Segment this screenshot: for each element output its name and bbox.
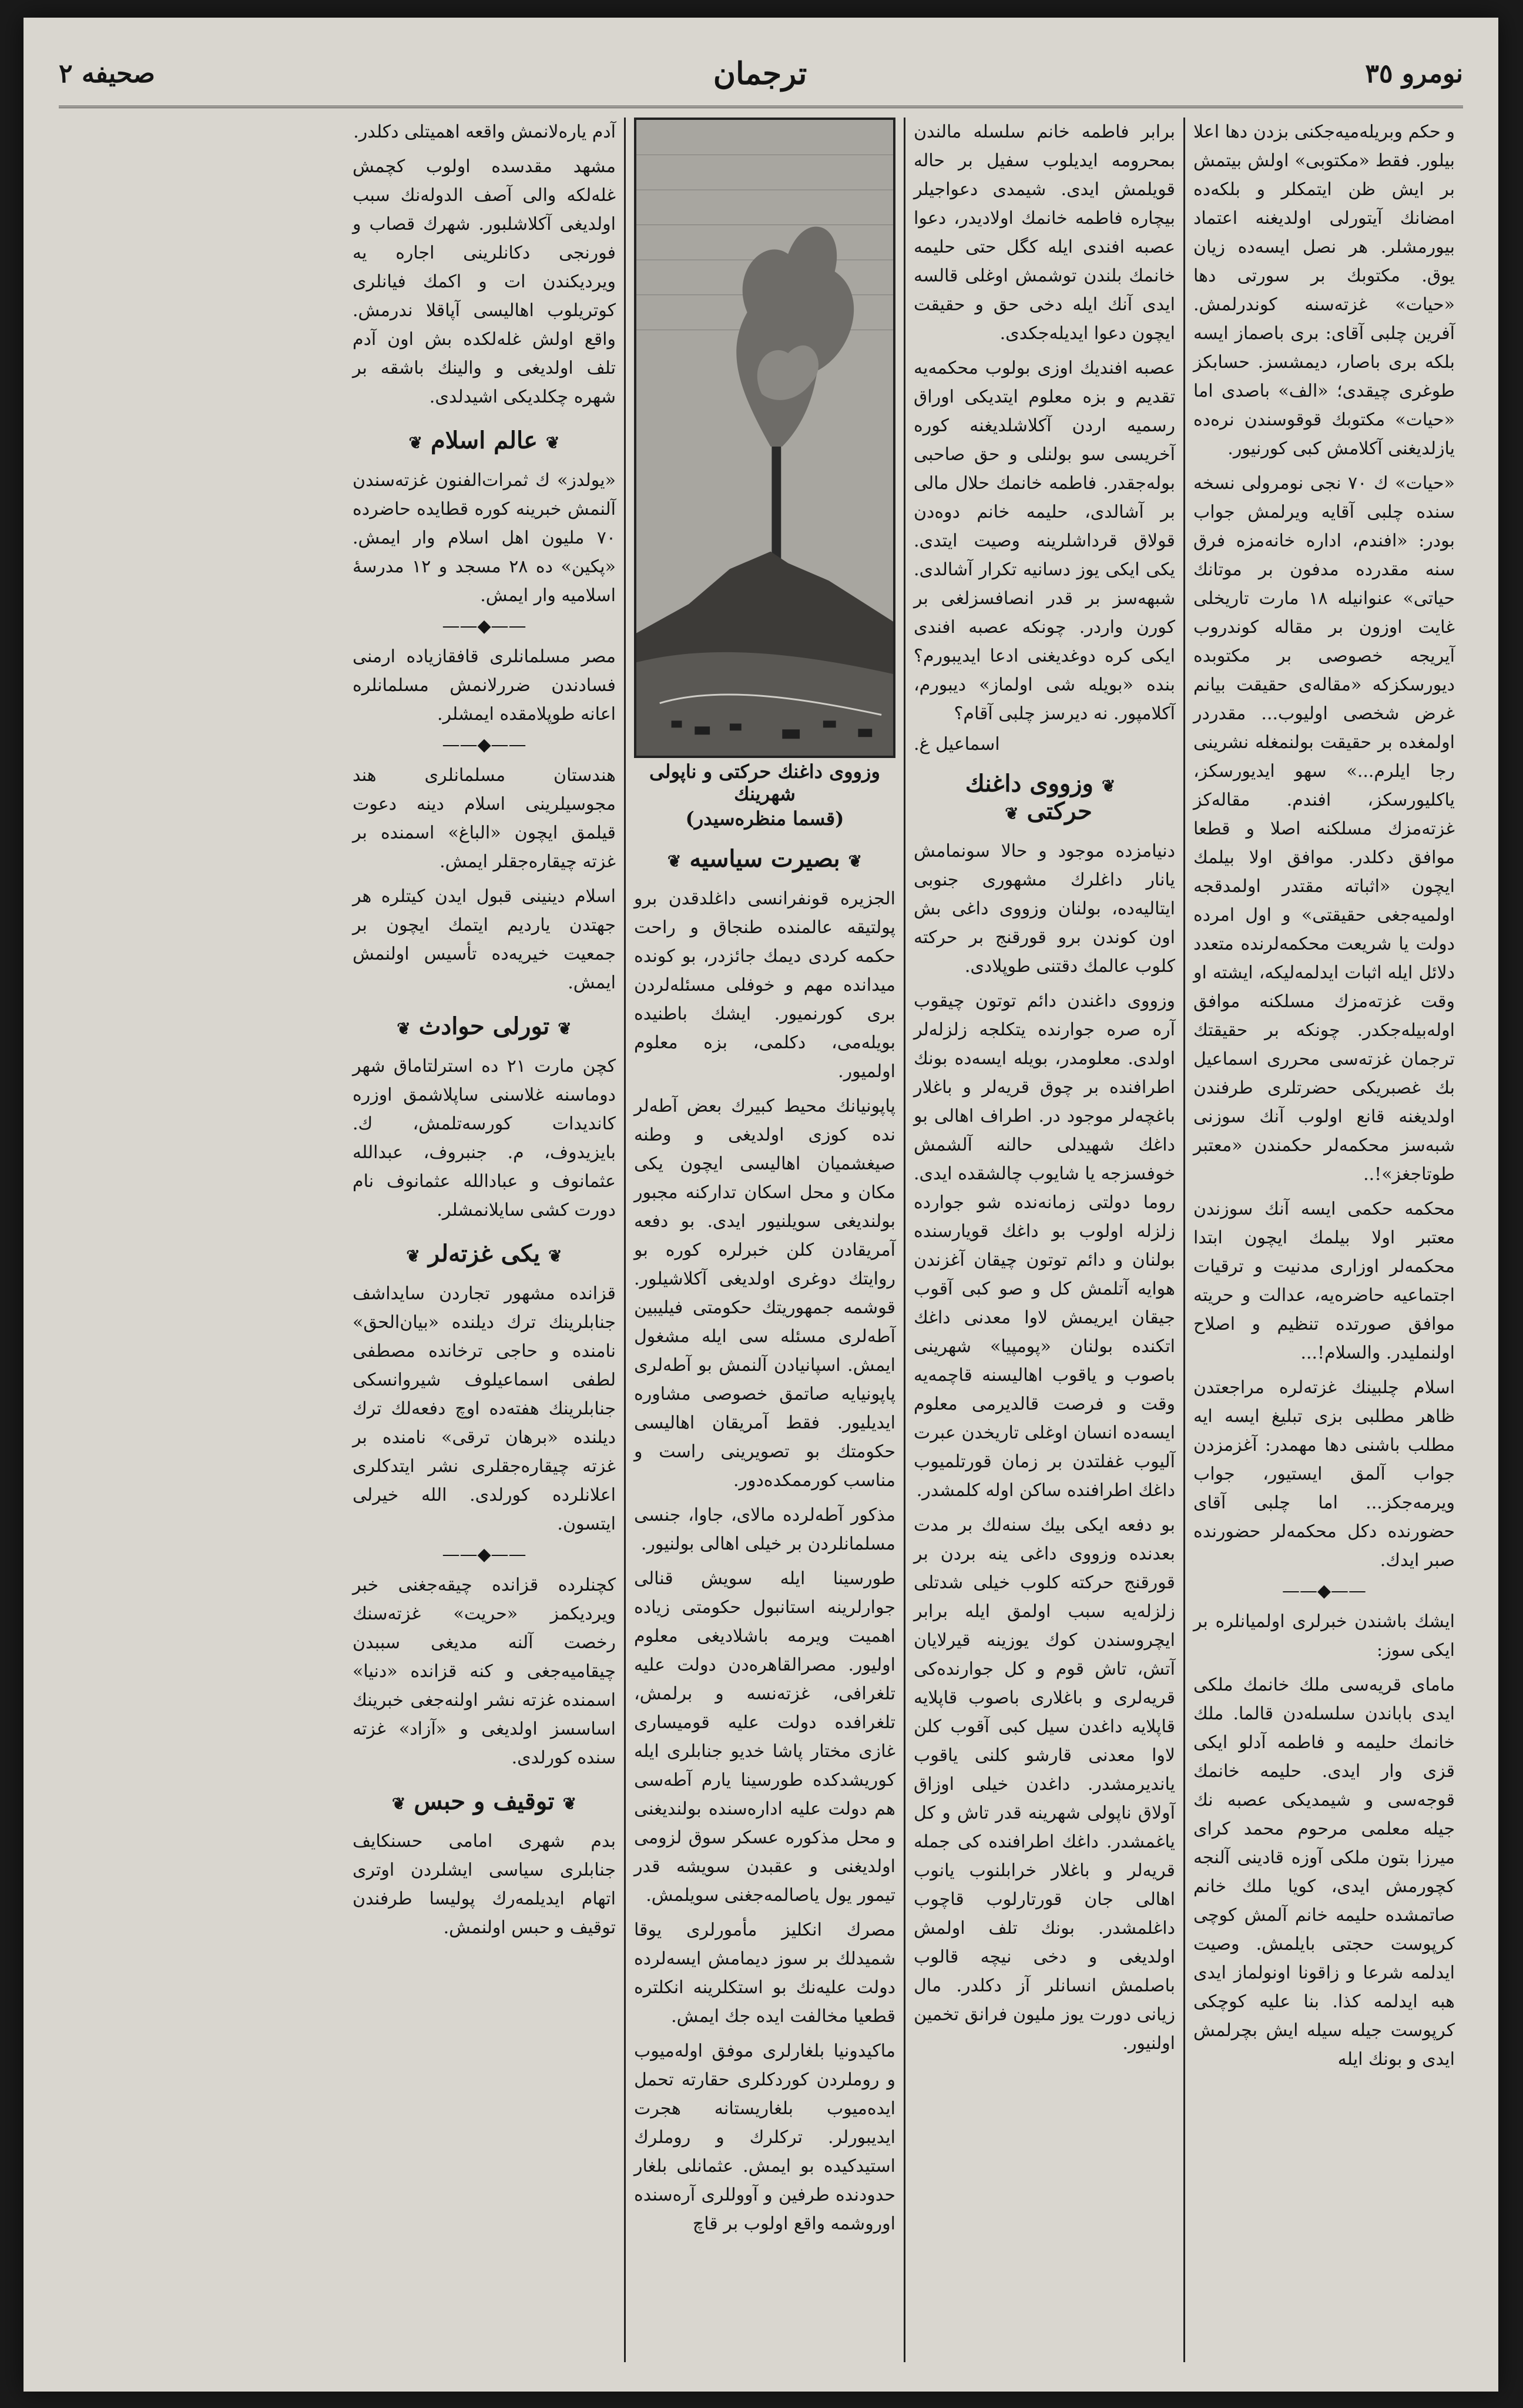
article-paragraph: برابر فاطمه خانم سلسله مالندن بمحرومه ايديلوب سفيل بر حاله قويلمش ايدى. شيمدى دعواجيلر بيچاره فاطمه خانمك اولاديدر، دعوا عصبه افندى ايله كگل حتى حليمه خانمك بلندن توشمش اوغلى قالسه ايدى آنك ايله دخى حق و حقيقت ايچون دعوا ايديله‌جكدى. xyxy=(914,122,1175,344)
article-paragraph: اسلام چلبينك غزته‌لره مراجعتدن ظاهر مطلبى بزى تبليغ ايسه ايه مطلب باشنى دها مهمدر: آغزمزدن جواب آلمق ايستيور، جواب ويرمه‌جكز... اما چلبى آقاى حضورنده دكل محكمه‌لر حضورنده صبر ايدك. xyxy=(1193,1377,1455,1571)
fleuron-ornament: ❦ xyxy=(1101,776,1116,796)
section-divider: ——◆—— xyxy=(442,616,526,636)
page-number: صحيفه ٢ xyxy=(59,58,155,89)
fleuron-ornament: ❦ xyxy=(1005,804,1019,823)
article-paragraph: الجزيره قونفرانسى داغلدقدن برو پولتيقه عالمنده طنجاق و راحت حكمه كردى ديمك جائزدر، بو كونده ميدانده مهم و خوفلى مسئله‌لردن برى كورنميور. ايشك باطنيده بويله‌مى، دكلمى، بزه معلوم اولميور. xyxy=(634,888,895,1082)
section-divider: ——◆—— xyxy=(1282,1581,1367,1601)
heading-text: وزووى داغنك حركتى xyxy=(965,770,1093,825)
fleuron-ornament: ❦ xyxy=(408,433,422,452)
illustration-caption: وزووى داغنك حركتى و ناپولى شهرينك xyxy=(649,760,880,805)
section-heading xyxy=(353,1009,616,1044)
article-paragraph: مذكور آطه‌لرده مالاى، جاوا، جنسى مسلمانلردن بر خيلى اهالى بولنيور. xyxy=(634,1505,895,1554)
fleuron-ornament: ❦ xyxy=(406,1246,420,1266)
article-paragraph: مصرك انكليز مأمورلرى يوقا شميدلك بر سوز ديمامش ايسه‌لرده دولت عليه‌نك بو استكلرينه انكلتره قطعيا مخالفت ايده جك ايمش. xyxy=(634,1920,895,2027)
columns xyxy=(59,118,1463,2362)
article-paragraph: ماكيدونيا بلغارلرى موفق اوله‌ميوب و روملردن كوردكلرى حقارته تحمل ايده‌ميوب بلغاريستانه هجرت ايديبورلر. تركلرك و روملرك استيدكيده بو ايمش. عثمانلى بلغار حدودنده طرفين و آووللرى آره‌سنده اوروشمه واقع اولوب بر قاچ xyxy=(634,2041,895,2234)
article-paragraph: محكمه حكمى ايسه آنك سوزندن معتبر اولا بيلمك ايچون ابتدا محكمه‌لر اوزارى مدنيت و ترقيات اجتماعيه حاضره‌يه، عدالت و حريته موافق صورتده تنظيم و اصلاح اولنمليدر. والسلام!... xyxy=(1193,1199,1455,1363)
section-heading xyxy=(353,1236,616,1271)
column-3 xyxy=(624,118,904,2362)
article-paragraph: اسلام دينينى قبول ايدن كيتلره هر جهتدن يارديم ايتمك ايچون بر جمعيت خيريه‌ده تأسيس اولنمش ايمش. xyxy=(353,886,616,993)
newspaper-page xyxy=(24,18,1498,2392)
section-heading xyxy=(914,766,1175,829)
newspaper-title: ترجمان xyxy=(713,55,807,92)
article-paragraph: كچنلرده قزانده چيقه‌جغنى خبر ويرديكمز «حريت» غزته‌سنك رخصت آلنه مديغى سببدن چيقاميه‌جغى و كنه قزانده «دنيا» اسمنده غزته نشر اولنه‌جغى خبرينك اساسسز اولديغى و «آزاد» غزته سنده كورلدى. xyxy=(353,1575,616,1768)
heading-text: يكى غزته‌لر xyxy=(428,1240,541,1267)
section-heading xyxy=(634,841,895,876)
article-paragraph: و حكم وبريله‌ميه‌جكنى بزدن دها اعلا بيلور. فقط «مكتوبى» اولش بيتمش بر ايش ظن ايتمكلر و بلكه‌ده امضانك آيتورلى اولديغنه اعتماد بيورمشلر. هر نصل ايسه‌ده زيان يوق. مكتوبك بر سورتى دها «حيات» غزته‌سنه كوندرلمش. آفرين چلبى آقاى: برى باصماز ايسه بلكه برى باصار، ديمشسز. حسابكز طوغرى چيقدى؛ «الف» باصدى اما «حيات» مكتوبك قوقوسندن نره‌ده يازلديغنى آكلامش كبى كورنيور. xyxy=(1193,122,1455,459)
fleuron-ornament: ❦ xyxy=(558,1019,572,1038)
article-paragraph: طورسينا ايله سويش قنالى جوارلرينه استانبول حكومتى زياده اهميت ويرمه باشلاديغى معلوم اوليور. مصرالقاهره‌دن دولت عليه تلغرافى، غزته‌نسه و برلمش، تلغرافده دولت عليه قوميسارى غازى مختار پاشا خديو جنابلرى ايله كوريشدكده طورسينا يارم آطه‌سى هم دولت عليه اداره‌سنده بولنديغنى و محل مذكوره عسكر سوق لزومى اولديغنى و عقبدن سويشه قدر تيمور يول ياصالمه‌جغنى سويلمش. xyxy=(634,1568,895,1906)
article-paragraph: ايشك باشندن خبرلرى اولميانلره بر ايكى سوز: xyxy=(1193,1611,1455,1661)
article-paragraph: مشهد مقدسده اولوب كچمش غله‌لكه والى آصف الدوله‌نك سبب اولديغى آكلاشلبور. شهرك قصاب و فورنجى دكانلرينى اجاره يه ويرديكندن ات و اكمك فيانلرى كوتريلوب اهاليسى آپاقلا ندرمش. واقع اولش غله‌لكده بش اون آدم تلف اولديغى و والينك باشقه بر شهره چكلديكى اشيدلدى. xyxy=(353,156,616,407)
article-paragraph: هندستان مسلمانلرى هند مجوسيلرينى اسلام دينه دعوت قيلمق ايچون «الباغ» اسمنده بر غزته چيقاره‌جقلر ايمش. xyxy=(353,765,616,872)
article-paragraph: دنيامزده موجود و حالا سونمامش يانار داغلرك مشهورى جنوبى ايتاليه‌ده، بولنان وزووى داغى بش اون كوندن برو قورقنج بر حركته كلوب عالمك دقتنى طوپلادى. xyxy=(914,841,1175,977)
section-divider: ——◆—— xyxy=(442,735,526,755)
author-signature: اسماعيل غ. xyxy=(914,734,1000,754)
fleuron-ornament: ❦ xyxy=(546,433,560,452)
heading-text: تورلى حوادث xyxy=(418,1012,550,1040)
article-paragraph: بدم شهرى امامى حسنكايف جنابلرى سياسى ايشلردن اوترى اتهام ايديلمه‌رك پوليسا طرفندن توقيف و حبس اولنمش. xyxy=(353,1831,616,1938)
column-2 xyxy=(904,118,1183,2362)
article-paragraph: عصبه افنديك اوزى بولوب محكمه‌يه تقديم و بزه معلوم ايتديكى اوراق رسميه اردن آكلاشلديغنه كوره آخريسى سو بولنلى و حق صاحبى بوله‌جقدر. فاطمه خانمك حلال مالى بر آشالدى، حليمه خانم دوه‌دن قولاق قرداشلرينه وصيت ايتدى. يكى ايكى يوز دسانيه تكرار آشالدى. شبهه‌سز بر قدر انصافسزلغى بر كورن واردر. چونكه عصبه افندى ايكى كره دوغديغنى ادعا ايديبورم؟ بنده «بويله شى اولماز» ديبورم، آكلامپور. نه ديرسز چلبى آقام؟ xyxy=(914,358,1175,724)
fleuron-ornament: ❦ xyxy=(397,1019,411,1038)
fleuron-ornament: ❦ xyxy=(848,851,863,871)
issue-number: نومرو ٣٥ xyxy=(1365,58,1463,89)
article-paragraph: «يولدز» ك ثمرات‌الفنون غزته‌سندن آلنمش خبرينه كوره قطايده حاضرده ٧٠ مليون اهل اسلام وار ايمش. «پكين» ده ٢٨ مسجد و ١٢ مدرسۀ اسلاميه وار ايمش. xyxy=(353,470,616,606)
article-paragraph: بو دفعه ايكى بيك سنه‌لك بر مدت بعدنده وزووى داغى ينه بردن بر قورقنج حركته كلوب خيلى شدتلى زلزله‌يه سبب اولمق ايله برابر ايچروسندن كوك يوزينه قيرلايان آتش، تاش قوم و كل جوارنده‌كى قريه‌لرى و باغلارى باصوب قاپلايه قاپلايه داغدن سيل كبى آقوب كلن لاوا معدنى قارشو كلنى ياقوب يانديرمشدر. داغدن خيلى اوزاق آولاق ناپولى شهرينه قدر تاش و كل ياغمشدر. داغك اطرافنده كى جمله قريه‌لر و باغلار خرابلنوب يانوب اهالى جان قورتارلوب قاچوب داغلمشدر. بونك تلف اولمش اولديغى و دخى نيچه قالوب باصلمش انسانلر آز دكلدر. مال زيانى دورت يوز مليون فرانق تخمين اولنيور. xyxy=(914,1515,1175,2054)
heading-text: عالم اسلام xyxy=(430,427,538,454)
fleuron-ornament: ❦ xyxy=(391,1794,406,1813)
article-paragraph: «حيات» ك ٧٠ نجى نومرولى نسخه سنده چلبى آقايه ويرلمش جواب بودر: «افندم، اداره خانه‌مزه فرق سنه مقدرده مدفون بر موتانك حياتى» عنوانيله ١٨ مارت تاريخلى غايت اوزون بر مقاله كوندروب آيريجه خصوصى بر مكتوبده ديورسكزكه «مقاله‌ى حقيقت بيانم غرض شخصى اوليوب... مقدردر اولمغده بر حقيقت بولنمغله نشرينى رجا ايلرم...» سهو ايديورسكز، ياكليورسكز، افندم. مقاله‌كز غزته‌مزك مسلكنه اصلا و قطعا موافق دكلدر. موافق اولا بيلمك ايچون «اثباته مقتدر اولمدقجه اولميه‌جغى حقيقتى» و اول امرده دولت يا شريعت محكمه‌لرنده متعدد دلائل ايله اثبات ايدلمه‌ليكه، ايشته او وقت غزته‌مزك مسلكنه موافق اوله‌بيله‌جكدر. چونكه بر حقيقتك ترجمان غزته‌سى محررى اسماعيل بك غصبريكى حضرتلرى طرفندن اولديغنه قانع اولوب آنك سوزنى شبه‌سز محكمه‌لر حكمندن «معتبر طوتاجغز»!.. xyxy=(1193,473,1455,1185)
fleuron-ornament: ❦ xyxy=(562,1794,577,1813)
fleuron-ornament: ❦ xyxy=(667,851,682,871)
volcano-illustration xyxy=(636,120,893,756)
illustration-caption-sub: (قسما منظره‌سيدر) xyxy=(685,807,844,830)
masthead xyxy=(59,41,1463,108)
article-paragraph: مامای قريه‌سى ملك خانمك ملكى ايدى باباندن سلسله‌دن قالما. ملك خانمك حليمه و فاطمه آدلو ايكى قزى وار ايدى. حليمه خانمك قوجه‌سى و شيمديكى عصبه نك جيله معلمى مرحوم محمد كراى ميرزا بتون ملكى آوزه قادينى آلنجه كچورمش ايدى، كويا ملك خانم صاتمشده حليمه خانم آلمش كوچى كرپوست حجتى بايلمش. وصيت ايدلمه شرعا و زاقونا اونولماز ايدى هبه ايدلمه كذا. بنا عليه كوچكى كرپوست جيله سيله ايش بچرلمش ايدى و بونك ايله xyxy=(1193,1675,1455,2070)
section-heading xyxy=(353,1784,616,1819)
vesuvius-engraving xyxy=(634,118,895,758)
article-paragraph: وزووى داغندن دائم توتون چيقوب آره صره جوارنده يتكلجه زلزله‌لر اولدى. معلومدر، بويله ايسه‌ده بونك اطرافنده بر چوق قريه‌لر و باغلار باغچه‌لر موجود در. اطراف اهالى بو داغك شهيدلى حالنه آلشمش خوفسزجه يا شايوب چالشقده ايدى. روما دولتى زمانه‌نده شو جوارده زلزله اولوب بو داغك قويارسنده بولنان و دائم توتون چيقان آغزندن هوايه آتلمش كل و صو كبى آقوب جيقان ايريمش لاوا معدنى داغك اتكنده بولنان «پومپيا» شهرينى باصوب و ياقوب اهاليسنه قاچمه‌يه وقت و فرصت قالديرمى معلوم ايسه‌ده انسان اوغلى تاريخدن عبرت آليوب غفلتدن بر زمان قورتلميوب داغك اطرافنده ساكن اوله كلمشدر. xyxy=(914,991,1175,1501)
section-heading xyxy=(353,423,616,458)
column-1 xyxy=(1183,118,1463,2362)
article-paragraph: مصر مسلمانلرى قافقازياده ارمنى فسادندن ضررلانمش مسلمانلره اعانه طوپلامقده ايمشلر. xyxy=(353,646,616,725)
column-4 xyxy=(344,118,624,2362)
article-paragraph: پاپونيانك محيط كبيرك بعض آطه‌لر نده كوزى اولديغى و وطنه صيغشميان اهاليسى ايچون يكى مكان و محل اسكان تداركنه مجبور بولنديغى سويلنيور ايدى. بو دفعه آمريقادن كلن خبرلره كوره بو روايتك دوغرى اولديغى آكلاشيلور. قوشمه جمهوريتك حكومتى فيليبين آطه‌لرى مسئله سى ايله مشغول ايمش. اسپانيادن آلنمش بو آطه‌لرى پاپونيايه صاتمق خصوصى مشاوره ايديليور. فقط آمريقان اهاليسى حكومتك بو تصويرينى راست و مناسب كورممكده‌دور. xyxy=(634,1096,895,1491)
heading-text: توقيف و حبس xyxy=(414,1787,555,1815)
article-paragraph: آدم يارەلانمش واقعه اهميتلى دكلدر. xyxy=(353,122,616,142)
article-paragraph: قزانده مشهور تجاردن سايداشف جنابلرينك ترك ديلنده «بيان‌الحق» نامنده و حاجى ترخانده مصطفى لطفى اسماعيلوف شيروانسكى جنابلرينك هفته‌ده اوچ دفعه‌لك ترك ديلنده «برهان ترقى» نامنده بر غزته چيقاره‌جقلرى نشر ايتدكلرى اعلانلرده كورلدى. الله خيرلى ايتسون. xyxy=(353,1283,616,1534)
fleuron-ornament: ❦ xyxy=(548,1246,562,1266)
article-paragraph: كچن مارت ٢١ ده استرلتاماق شهر دوماسنه غلاسنى ساپلاشمق اوزره كانديدات كورسه‌تلمش، ك. بايزيدوف، م. جنبروف، عبدالله عثمانوف و عبادالله عثمانوف نام دورت كشى سايلانمشلر. xyxy=(353,1056,616,1220)
heading-text: بصيرت سياسيه xyxy=(689,845,840,873)
section-divider: ——◆—— xyxy=(442,1544,526,1565)
